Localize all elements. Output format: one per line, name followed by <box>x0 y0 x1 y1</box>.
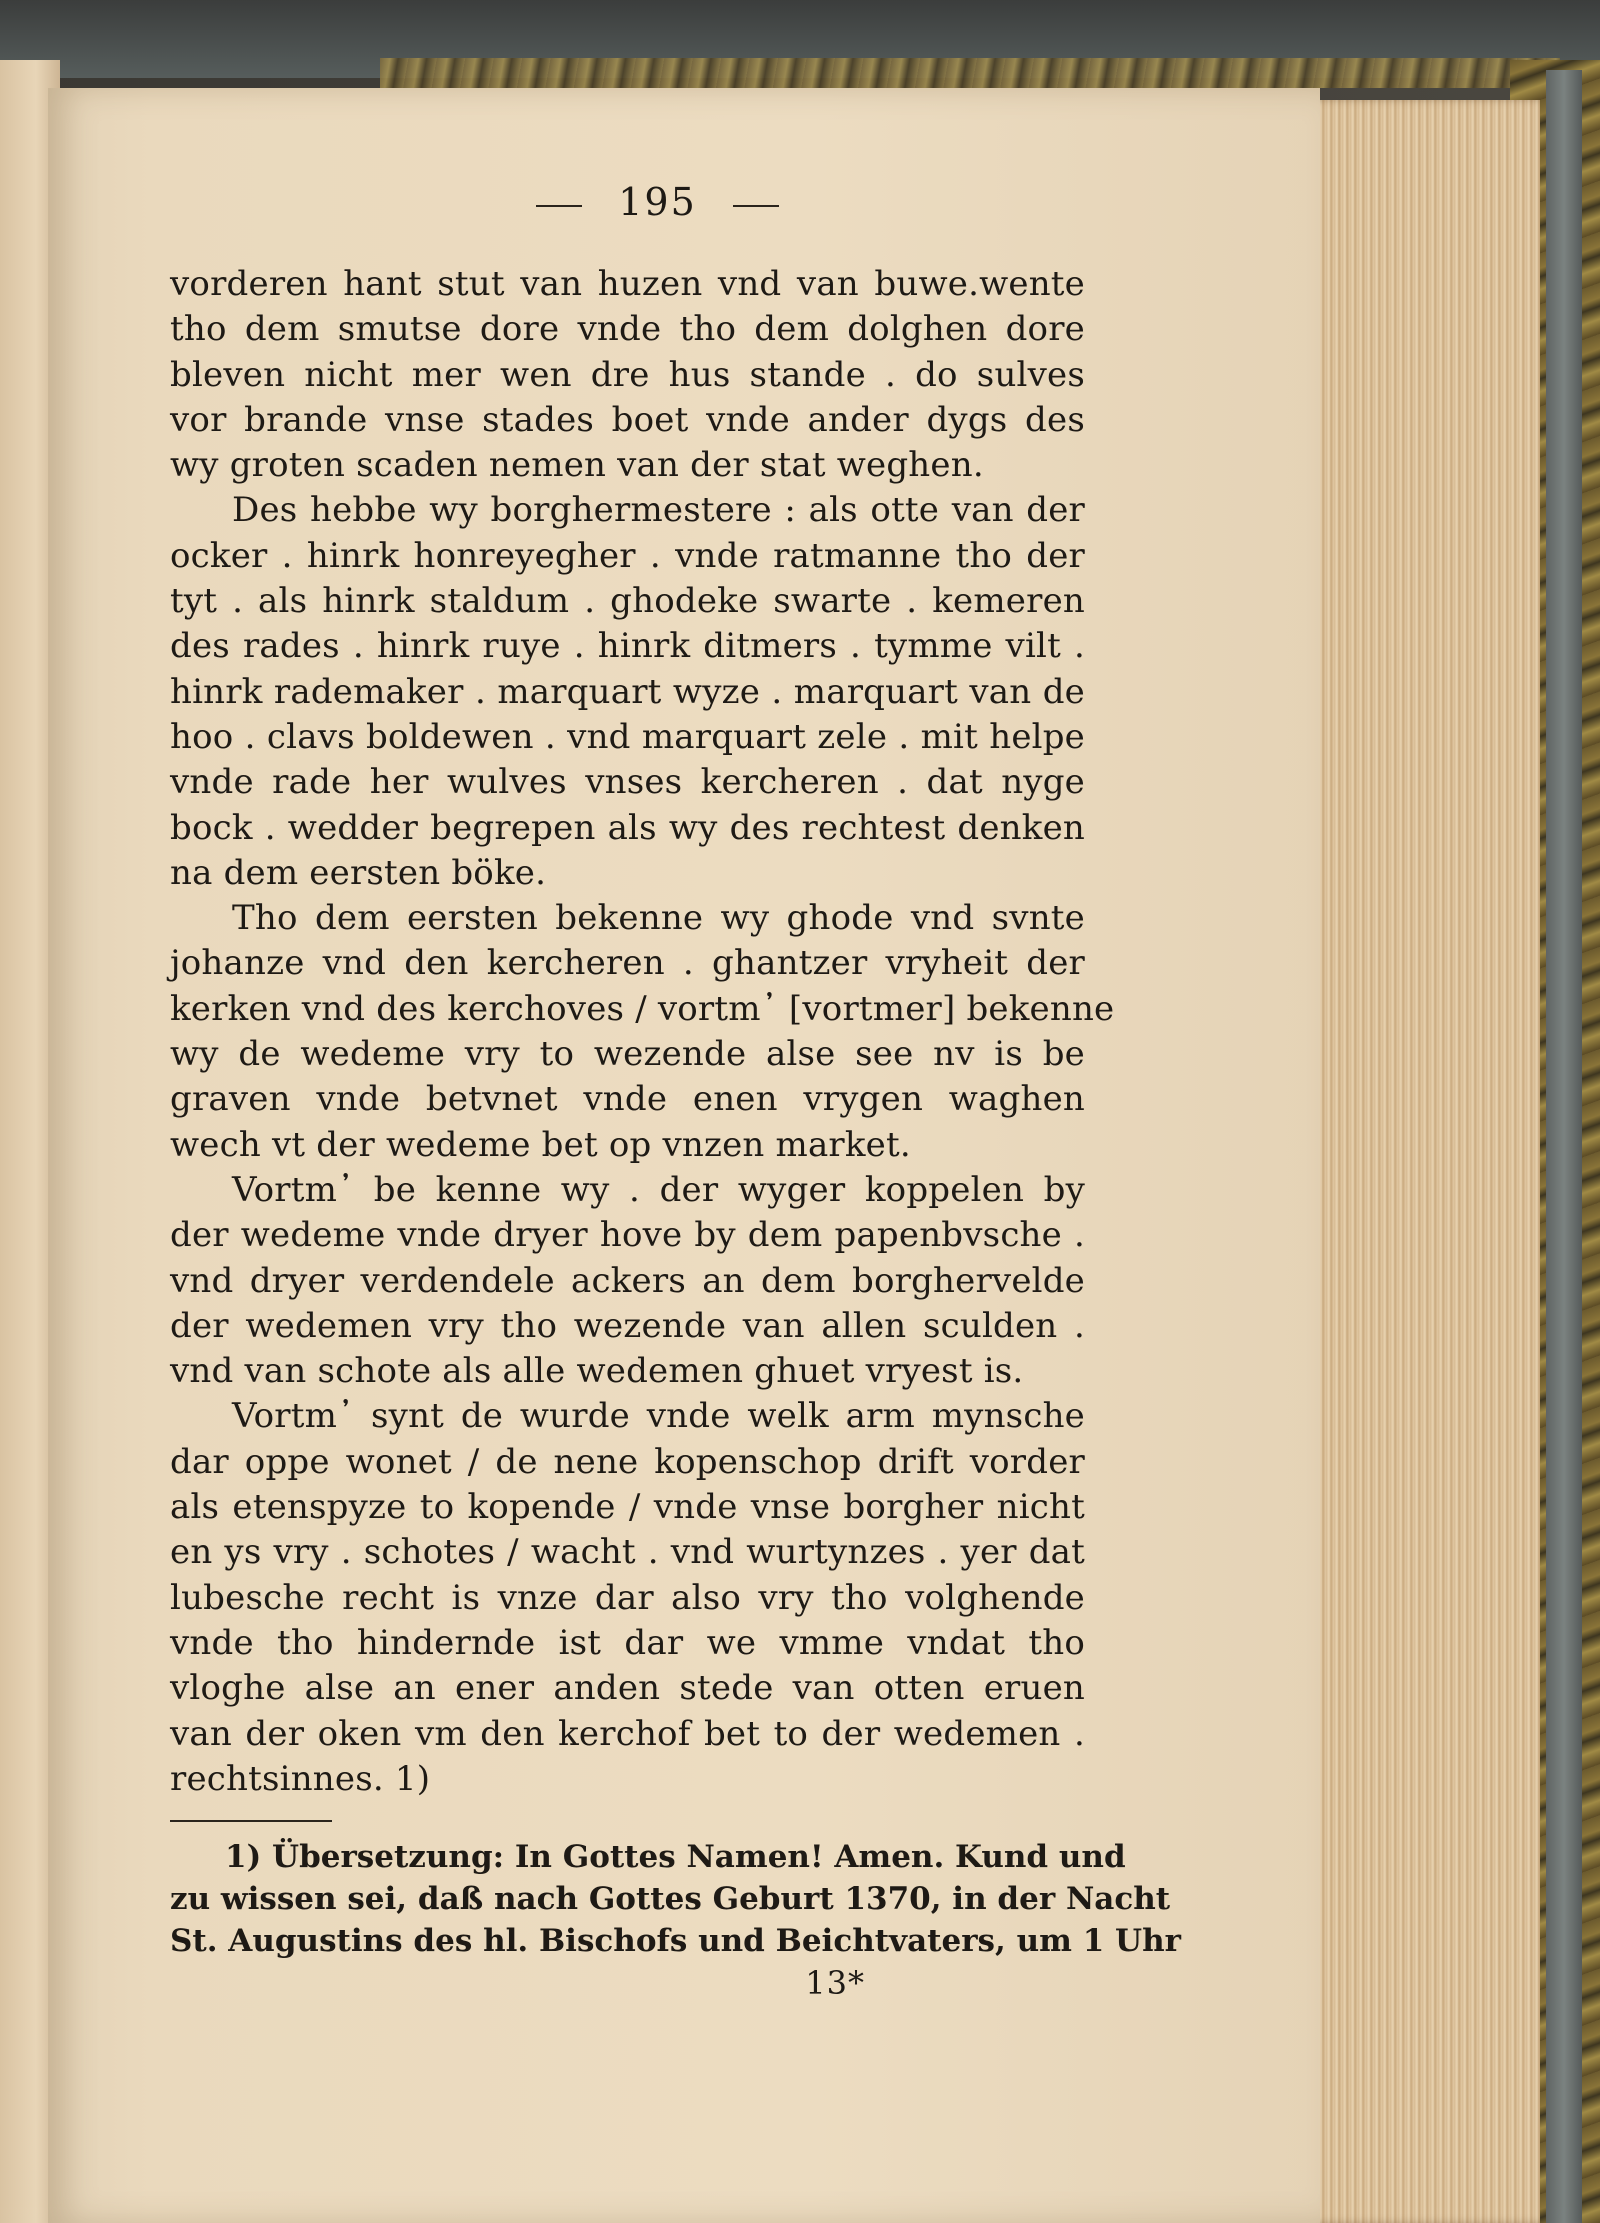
text-line: ocker . hinrk honreyegher . vnde ratmanne tho der <box>170 535 1085 576</box>
text-line: hoo . clavs boldewen . vnd marquart zele . mit helpe <box>170 716 1085 757</box>
text-line: johanze vnd den kercheren . ghantzer vryheit der <box>170 943 1085 984</box>
text-line: wech vt der wedeme bet op vnzen market. <box>170 1124 911 1165</box>
text-line: vnd dryer verdendele ackers an dem borghervelde <box>170 1260 1085 1301</box>
text-line: bleven nicht mer wen dre hus stande . do sulves <box>170 354 1085 395</box>
text-line: tho dem smutse dore vnde tho dem dolghen dore <box>170 309 1085 350</box>
page-number: 195 <box>618 180 697 224</box>
text-line: Vortm᾽ be kenne wy . der wyger koppelen by <box>232 1169 1085 1210</box>
body-text <box>170 262 1115 1802</box>
text-line: wy de wedeme vry to wezende alse see nv is be <box>170 1034 1085 1075</box>
text-line: van der oken vm den kerchof bet to der wedemen . <box>170 1713 1085 1754</box>
text-line: vorderen hant stut van huzen vnd van buwe.wente <box>170 264 1085 304</box>
text-line: der wedemen vry tho wezende van allen sculden . <box>170 1305 1085 1346</box>
text-line: bock . wedder begrepen als wy des rechtest denken <box>170 807 1085 848</box>
text-line: des rades . hinrk ruye . hinrk ditmers . tymme vilt . <box>170 626 1085 667</box>
text-line: vnde rade her wulves vnses kercheren . dat nyge <box>170 762 1085 803</box>
text-line: tyt . als hinrk staldum . ghodeke swarte . kemeren <box>170 581 1085 622</box>
footnote <box>170 1836 1181 1962</box>
text-line: en ys vry . schotes / wacht . vnd wurtynzes . yer dat <box>170 1532 1085 1573</box>
page-text <box>170 180 1181 2004</box>
cover-marbled-edge <box>380 58 1560 88</box>
text-line: vor brande vnse stades boet vnde ander dygs des <box>170 399 1085 440</box>
text-line: vnde tho hindernde ist dar we vmme vndat tho <box>170 1622 1085 1663</box>
text-line: kerken vnd des kerchoves / vortm᾽ [vortmer] bekenne <box>170 988 1115 1029</box>
text-line: lubesche recht is vnze dar also vry tho volghende <box>170 1577 1085 1618</box>
text-line: hinrk rademaker . marquart wyze . marquart van de <box>170 671 1085 712</box>
text-line: Des hebbe wy borghermestere : als otte van der <box>232 490 1085 531</box>
text-line: Tho dem eersten bekenne wy ghode vnd svnte <box>232 898 1085 939</box>
footnote-line: zu wissen sei, daß nach Gottes Geburt 1370, in der Nacht <box>170 1881 1171 1918</box>
text-line: dar oppe wonet / de nene kopenschop drift vorder <box>170 1441 1085 1482</box>
text-line: Vortm᾽ synt de wurde vnde welk arm mynsche <box>232 1396 1085 1437</box>
page-header <box>170 180 1085 224</box>
signature-mark: 13* <box>805 1964 865 2003</box>
text-line: graven vnde betvnet vnde enen vrygen waghen <box>170 1079 1085 1120</box>
header-dash-right <box>733 205 779 207</box>
text-line: wy groten scaden nemen van der stat weghen. <box>170 445 984 486</box>
book-cover-cloth <box>1546 70 1582 2223</box>
footnote-divider <box>170 1820 332 1822</box>
footnote-line: St. Augustins des hl. Bischofs und Beichtvaters, um 1 Uhr <box>170 1923 1181 1960</box>
page-stack-edges <box>1310 100 1540 2223</box>
text-line: der wedeme vnde dryer hove by dem papenbvsche . <box>170 1215 1085 1256</box>
text-line: na dem eersten böke. <box>170 852 547 893</box>
text-line: vloghe alse an ener anden stede van otten eruen <box>170 1668 1085 1709</box>
text-line: als etenspyze to kopende / vnde vnse borgher nicht <box>170 1487 1085 1528</box>
text-line: vnd van schote als alle wedemen ghuet vryest is. <box>170 1351 1024 1392</box>
footnote-line: 1) Übersetzung: In Gottes Namen! Amen. Kund und <box>225 1839 1126 1876</box>
header-dash-left <box>536 205 582 207</box>
text-line: rechtsinnes. 1) <box>170 1758 431 1799</box>
